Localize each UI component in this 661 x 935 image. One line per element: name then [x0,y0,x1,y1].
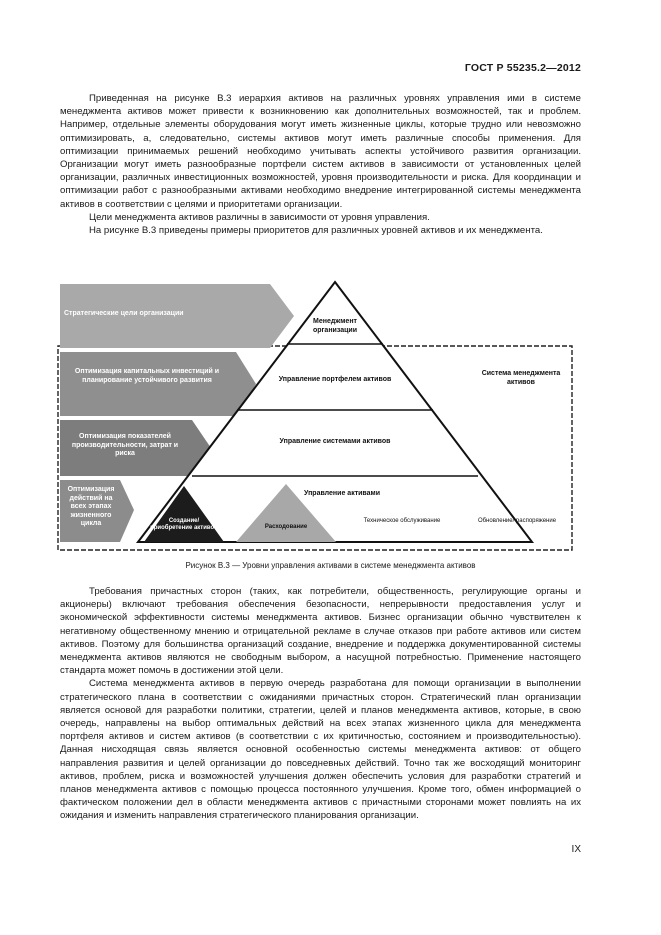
label-investment-optimization: Оптимизация капитальных инвестиций и планирование устойчивого развития [74,368,220,384]
level-systems-management: Управление системами активов [279,438,391,445]
stage-maintenance: Техническое обслуживание [363,518,441,524]
paragraph: Цели менеджмента активов различны в зависимости от уровня управления. [89,211,430,223]
level-organization-management: Менеджмент организации [312,318,358,334]
label-asset-management-system: Система менеджмента активов [481,370,561,386]
label-lifecycle-optimization: Оптимизация действий на всех этапах жизненного цикла [67,486,115,527]
stage-consumption: Расходование [264,524,308,530]
paragraph: Приведенная на рисунке В.3 иерархия активов на различных уровнях управления ими в системе менеджмента активов может привести к возникновению как дополнительных возможностей, так и проблем. Например, отдельные элементы оборудования могут иметь жизненные циклы, которые трудно или невозможно оптимизировать, а, следовательно, системы активов могут иметь различные способы применения. Для оптимизации принимаемых решений необходимо учитывать аспекты устойчивого развития организации. Организации могут иметь разнообразные портфели систем активов в зависимости от установленных целей организации, различных инвестиционных возможностей, уровня производительности и риска. Для координации и оптимизации работ с разнообразными активами необходимо внедрение интегрированной системы менеджмента активов в соответствии с целями и приоритетами организации. [60,93,581,210]
intro-text [60,92,581,237]
stage-renewal-disposal: Обновление/ распоряжение [477,518,557,524]
paragraph: Требования причастных сторон (таких, как потребители, общественность, регулирующие органы и акционеры) включают требования обеспечения безопасности, непрерывности предоставления услуг и экономической эффективности системы менеджмента активов. Бизнес организации обычно чувствителен к негативному общественному мнению и отрицательной рекламе в случае отказов при работе активов или систем активов. Поэтому для большинства организаций создание, внедрение и поддержка документированной системы менеджмента активов являются не свободным выбором, а насущной потребностью. Применение настоящего стандарта может помочь в достижении этой цели. [60,586,581,677]
page-number: IX [571,844,581,855]
standard-header: ГОСТ Р 55235.2—2012 [464,62,581,74]
label-strategic-goals: Стратегические цели организации [64,310,184,317]
paragraph: Система менеджмента активов в первую очередь разработана для помощи организации в выполнении стратегического плана в соответствии с ожиданиями причастных сторон. Стратегический план организации является основой для разработки политики, стратегии, целей и планов менеджмента активов, которые, в свою очередь, направлены на выбор оптимальных действий на всех этапах жизненного цикла для менеджмента портфеля активов и систем активов (в соответствии с их критичностью, состоянием и производительностью). Данная нисходящая связь является основной особенностью системы менеджмента активов: от общего направления развития и целей организации до повседневных действий. Точно так же восходящий мониторинг активов, проблем, риска и возможностей улучшения должен обеспечить условия для разработки стратегий и планов менеджмента активов с помощью процесса постоянного улучшения. Кроме того, обмен информацией о фактическом положении дел в области менеджмента активов с причастными сторонами может повлиять на их ожидания и изменить направления стратегического планирования организации. [60,678,581,822]
level-portfolio-management: Управление портфелем активов [278,376,392,383]
level-asset-management: Управление активами [303,490,381,497]
figure-caption: Рисунок В.3 — Уровни управления активами в системе менеджмента активов [185,561,476,570]
asset-management-figure [56,280,576,554]
closing-text [60,585,581,823]
label-performance-optimization: Оптимизация показателей производительности, затрат и риска [71,433,179,457]
paragraph: На рисунке В.3 приведены примеры приоритетов для различных уровней активов и их менеджмента. [89,225,543,237]
stage-creation: Создание/ приобретение активов [150,518,218,531]
